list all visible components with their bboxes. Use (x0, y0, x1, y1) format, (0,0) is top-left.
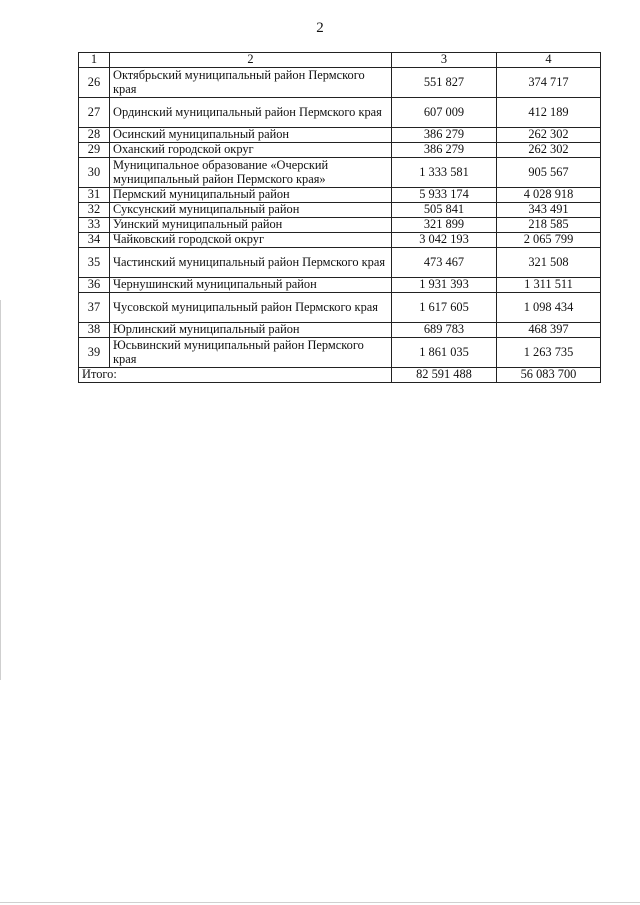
table-row (79, 248, 601, 278)
table-row (79, 338, 601, 368)
total-row (79, 368, 601, 383)
row-name: Муниципальное образование «Очерский муниципальный район Пермского края» (110, 158, 392, 188)
row-col3: 386 279 (392, 143, 497, 158)
row-name: Суксунский муниципальный район (110, 203, 392, 218)
row-col3: 3 042 193 (392, 233, 497, 248)
row-col4: 4 028 918 (497, 188, 601, 203)
row-number: 36 (79, 278, 110, 293)
row-name: Уинский муниципальный район (110, 218, 392, 233)
row-col3: 689 783 (392, 323, 497, 338)
page-number: 2 (316, 20, 324, 36)
row-col4: 262 302 (497, 143, 601, 158)
row-name: Юрлинский муниципальный район (110, 323, 392, 338)
row-col3: 1 931 393 (392, 278, 497, 293)
row-number: 37 (79, 293, 110, 323)
table-row (79, 293, 601, 323)
row-col3: 321 899 (392, 218, 497, 233)
row-col4: 262 302 (497, 128, 601, 143)
row-number: 32 (79, 203, 110, 218)
row-col3: 1 333 581 (392, 158, 497, 188)
row-col4: 468 397 (497, 323, 601, 338)
row-name: Осинский муниципальный район (110, 128, 392, 143)
row-number: 33 (79, 218, 110, 233)
table-row (79, 218, 601, 233)
row-col4: 1 098 434 (497, 293, 601, 323)
row-number: 31 (79, 188, 110, 203)
row-col4: 1 263 735 (497, 338, 601, 368)
row-col3: 1 617 605 (392, 293, 497, 323)
bottom-edge-scan-line (0, 902, 640, 903)
row-col4: 2 065 799 (497, 233, 601, 248)
column-header-1: 1 (79, 53, 110, 68)
row-number: 27 (79, 98, 110, 128)
table-row (79, 128, 601, 143)
row-col3: 5 933 174 (392, 188, 497, 203)
table-header-row (79, 53, 601, 68)
column-header-4: 4 (497, 53, 601, 68)
row-col4: 218 585 (497, 218, 601, 233)
table-row (79, 188, 601, 203)
row-col3: 551 827 (392, 68, 497, 98)
table-row (79, 233, 601, 248)
table-row (79, 203, 601, 218)
total-col4: 56 083 700 (497, 368, 601, 383)
row-name: Чайковский городской округ (110, 233, 392, 248)
row-number: 29 (79, 143, 110, 158)
row-number: 35 (79, 248, 110, 278)
table-row (79, 143, 601, 158)
row-col4: 412 189 (497, 98, 601, 128)
row-name: Октябрьский муниципальный район Пермского края (110, 68, 392, 98)
row-name: Чернушинский муниципальный район (110, 278, 392, 293)
row-number: 26 (79, 68, 110, 98)
row-col3: 473 467 (392, 248, 497, 278)
row-col3: 505 841 (392, 203, 497, 218)
row-number: 28 (79, 128, 110, 143)
total-col3: 82 591 488 (392, 368, 497, 383)
table-row (79, 278, 601, 293)
row-name: Юсьвинский муниципальный район Пермского края (110, 338, 392, 368)
table-row (79, 68, 601, 98)
total-label: Итого: (79, 368, 392, 383)
row-number: 34 (79, 233, 110, 248)
budget-table (78, 52, 601, 383)
column-header-2: 2 (110, 53, 392, 68)
row-name: Частинский муниципальный район Пермского края (110, 248, 392, 278)
row-number: 30 (79, 158, 110, 188)
row-name: Ординский муниципальный район Пермского края (110, 98, 392, 128)
row-col4: 1 311 511 (497, 278, 601, 293)
row-col4: 321 508 (497, 248, 601, 278)
table-row (79, 158, 601, 188)
row-col3: 1 861 035 (392, 338, 497, 368)
column-header-3: 3 (392, 53, 497, 68)
row-col4: 905 567 (497, 158, 601, 188)
row-name: Оханский городской округ (110, 143, 392, 158)
row-number: 39 (79, 338, 110, 368)
row-number: 38 (79, 323, 110, 338)
row-name: Пермский муниципальный район (110, 188, 392, 203)
row-name: Чусовской муниципальный район Пермского края (110, 293, 392, 323)
row-col4: 343 491 (497, 203, 601, 218)
left-edge-scan-line (0, 300, 1, 680)
row-col4: 374 717 (497, 68, 601, 98)
row-col3: 386 279 (392, 128, 497, 143)
table-row (79, 323, 601, 338)
row-col3: 607 009 (392, 98, 497, 128)
table-row (79, 98, 601, 128)
